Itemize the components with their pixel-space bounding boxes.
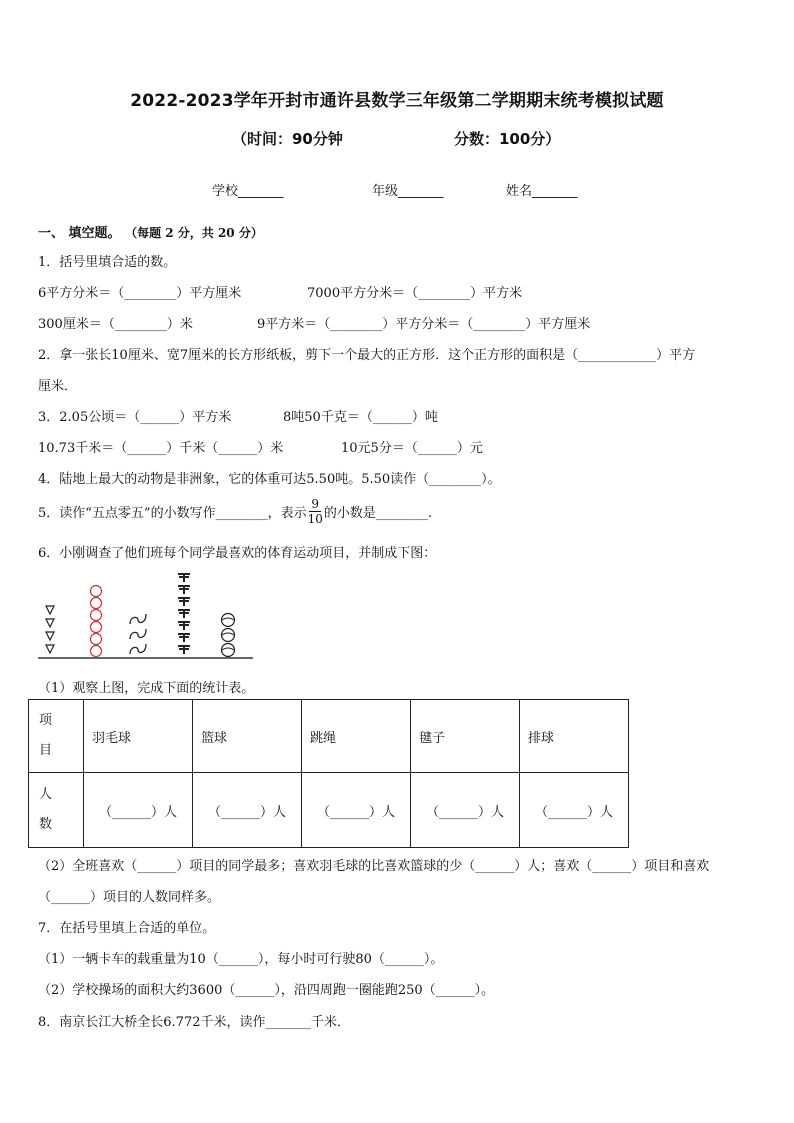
q6-part1: （1）观察上图，完成下面的统计表。 [38,681,255,696]
jianzi-icon [178,634,190,642]
header-text-top: 人 [39,787,53,802]
shuttlecock-icon [46,619,54,627]
q1-stem: 1．括号里填合适的数。 [38,255,177,270]
header-text-bottom: 数 [39,817,53,832]
pictograph-svg [38,564,268,664]
basketball-icon [91,598,102,609]
answer-cell[interactable]: （______）人 [302,773,411,848]
grade-field: 年级_______ [372,184,444,199]
jump-rope-icon [130,629,146,639]
q1-c: 300厘米＝（________）米 [38,317,193,332]
volleyball-icon [222,629,235,642]
rope-column [130,614,146,654]
q6-stem: 6．小刚调查了他们班每个同学最喜欢的体育运动项目，并制成下图： [38,546,437,561]
exam-time: （时间：90分钟 [232,130,343,148]
shuttlecock-icon [46,606,54,614]
volleyball-seam [222,648,234,650]
answer-cell[interactable]: （______）人 [193,773,302,848]
q2-line1: 2．拿一张长10厘米、宽7厘米的长方形纸板，剪下一个最大的正方形．这个正方形的面积是（____________）平方 [38,348,696,363]
name-field: 姓名_______ [506,184,578,199]
jianzi-icon [178,574,190,582]
shuttlecock-column [178,574,190,654]
q3-d: 10元5分＝（______）元 [341,441,483,456]
exam-score: 分数：100分） [454,130,561,148]
volleyball-icon [222,614,235,627]
col-rope: 跳绳 [302,700,411,773]
q6-part2-line1: （2）全班喜欢（______）项目的同学最多；喜欢羽毛球的比喜欢篮球的少（______）人；喜欢（______）项目和喜欢 [38,859,710,874]
q7-stem: 7．在括号里填上合适的单位。 [38,921,216,936]
fraction-numerator: 9 [311,497,320,511]
q1-a: 6平方分米＝（________）平方厘米 [38,286,242,301]
q7-b: （2）学校操场的面积大约3600（______），沿四周跑一圈能跑250（______）。 [38,983,495,998]
table-row [29,773,629,848]
col-jianzi: 毽子 [411,700,520,773]
sports-pictograph [38,564,268,664]
q1-b: 7000平方分米＝（________）平方米 [307,286,523,301]
basketball-icon [91,646,102,657]
volleyball-seam [222,618,234,620]
q1-d: 9平方米＝（________）平方分米＝（________）平方厘米 [257,317,591,332]
stat-table [28,699,629,848]
col-volleyball: 排球 [520,700,629,773]
fraction [308,497,323,526]
q8: 8．南京长江大桥全长6.772千米，读作_______千米． [38,1015,350,1030]
jianzi-icon [178,646,190,654]
basketball-icon [91,586,102,597]
shuttlecock-icon [46,645,54,653]
page-title: 2022-2023学年开封市通许县数学三年级第二学期期末统考模拟试题 [130,91,664,111]
jianzi-icon [178,610,190,618]
section-title: 一、 填空题。 [38,226,121,241]
jianzi-icon [178,622,190,630]
jianzi-icon [178,586,190,594]
q2-line2: 厘米． [38,379,78,394]
volleyball-icon [222,644,235,657]
section-note: （每题 2 分，共 20 分） [125,226,263,240]
header-text-top: 项 [39,713,53,728]
q5 [38,497,432,526]
q3-b: 8吨50千克＝（______）吨 [283,410,438,425]
answer-cell[interactable]: （______）人 [84,773,193,848]
fraction-denominator: 10 [307,512,323,526]
basketball-icon [91,622,102,633]
jianzi-icon [178,598,190,606]
q3-c: 10.73千米＝（______）千米（______）米 [38,441,284,456]
col-badminton: 羽毛球 [84,700,193,773]
q4: 4．陆地上最大的动物是非洲象，它的体重可达5.50吨。5.50读作（________）。 [38,472,501,487]
q7-a: （1）一辆卡车的载重量为10（______），每小时可行驶80（______）。 [38,952,444,967]
school-field: 学校_______ [212,184,284,199]
answer-cell[interactable]: （______）人 [520,773,629,848]
jump-rope-icon [130,614,146,624]
q5-post: 的小数是________. [323,506,432,521]
answer-cell[interactable]: （______）人 [411,773,520,848]
header-cell-count [29,773,84,848]
q3-a: 3．2.05公顷＝（______）平方米 [38,410,232,425]
header-cell-item [29,700,84,773]
basketball-column [91,586,102,657]
jump-rope-icon [130,644,146,654]
volleyball-column [222,614,235,657]
q5-pre: 5．读作“五点零五”的小数写作________，表示 [38,506,307,521]
header-text-bottom: 目 [39,743,53,758]
q6-part2-line2: （______）项目的人数同样多。 [38,890,221,905]
section-heading [38,222,263,241]
table-row [29,700,629,773]
volleyball-seam [222,633,234,635]
badminton-column [46,606,54,653]
basketball-icon [91,634,102,645]
col-basketball: 篮球 [193,700,302,773]
shuttlecock-icon [46,632,54,640]
basketball-icon [91,610,102,621]
